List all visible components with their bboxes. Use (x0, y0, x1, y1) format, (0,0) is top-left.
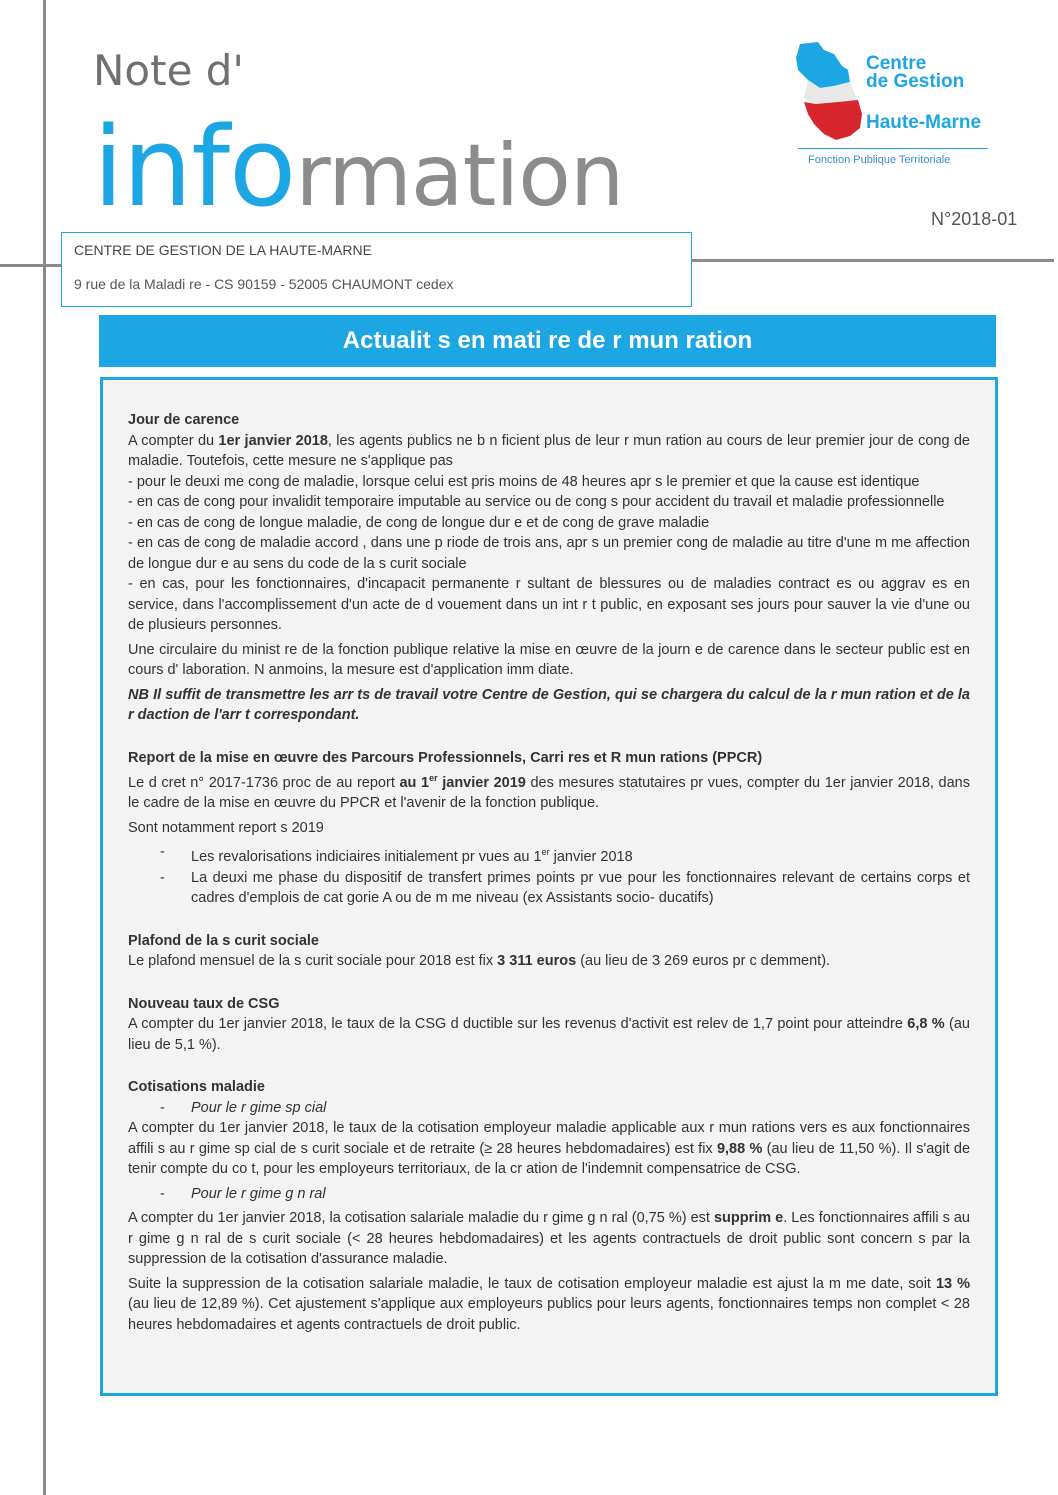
paragraph: Suite la suppression de la cotisation salariale maladie, le taux de cotisation employeur maladie est ajust la m me date, soit 13 % (au lieu de 12,89 %). Cet ajustement s'applique aux employeurs publics pour leurs agents, fonctionnaires temps non complet < 28 heures hebdomadaires et agents contractuels de droit public. (128, 1275, 970, 1333)
list-item: - La deuxi me phase du dispositif de transfert primes points pr vue pour les fonctionnaires relevant de certains corps et cadres d'emplois de cat gorie A ou de m me niveau (ex Assistants socio- ducatifs) (160, 869, 970, 907)
haute-marne-map-icon (790, 40, 870, 170)
title-information (93, 103, 624, 231)
note-number: N°2018-01 (931, 209, 1018, 229)
list-item: - pour le deuxi me cong de maladie, lorsque celui est pris moins de 48 heures apr s le premier et que la cause est identique (128, 473, 920, 490)
cdg-logo (790, 40, 990, 170)
paragraph: Le plafond mensuel de la s curit sociale pour 2018 est fix 3 311 euros (au lieu de 3 269 euros pr c demment). (128, 953, 831, 970)
sub-heading: - Pour le r gime sp cial (160, 1099, 327, 1116)
title-info-part: info (93, 103, 296, 231)
section-title-cotisations: Cotisations maladie (128, 1079, 265, 1096)
paragraph: Sont notamment report s 2019 (128, 819, 324, 836)
title-note: Note d' (93, 46, 244, 95)
address-box (61, 232, 692, 307)
paragraph: A compter du 1er janvier 2018, la cotisation salariale maladie du r gime g n ral (0,75 %) est supprim e. Les fonctionnaires affili s au r gime g n ral de s curit sociale (< 28 heures hebdomadaires) et les agents contractuels de droit public sont concern s par la suppression de la cotisation d'assurance maladie. (128, 1210, 970, 1268)
list-item: - en cas de cong pour invalidit temporaire imputable au service ou de cong s pour accident du travail et maladie professionnelle (128, 494, 945, 510)
org-address: 9 rue de la Maladi re - CS 90159 - 52005 CHAUMONT cedex (74, 276, 454, 292)
content-body (128, 410, 970, 1335)
map-blue-part (796, 42, 850, 88)
nb-note: NB Il suffit de transmettre les arr ts de travail votre Centre de Gestion, qui se chargera du calcul de la r mun ration et de la r daction de l'arr t correspondant. (128, 686, 970, 723)
list-item: - en cas de cong de longue maladie, de cong de longue dur e et de cong de grave maladie (128, 514, 710, 531)
logo-subtitle: Fonction Publique Territoriale (808, 154, 951, 166)
map-red-part (804, 100, 862, 140)
list-item: - en cas, pour les fonctionnaires, d'incapacit permanente r sultant de blessures ou de maladies contract es ou aggrav es en service, dans l'accomplissement d'un acte de d vouement dans un int r t public, en exposant ses jours pour sauver la vie d'une ou de plusieurs personnes. (128, 576, 970, 633)
logo-line3: Haute-Marne (866, 112, 982, 133)
section-title-ppcr: Report de la mise en œuvre des Parcours Professionnels, Carri res et R mun rations (PPCR) (128, 749, 763, 766)
paragraph: A compter du 1er janvier 2018, les agents publics ne b n ficient plus de leur r mun ration au cours de leur premier jour de cong de maladie. Toutefois, cette mesure ne s'applique pas (128, 432, 970, 469)
logo-line2: de Gestion (866, 71, 965, 92)
sub-heading: - Pour le r gime g n ral (160, 1185, 326, 1202)
org-name: CENTRE DE GESTION DE LA HAUTE-MARNE (74, 242, 372, 258)
section-title-carence: Jour de carence (128, 412, 240, 428)
section-banner: Actualit s en mati re de r mun ration (99, 315, 996, 367)
header-rule-right (692, 259, 1054, 262)
logo-line1: Centre (866, 53, 927, 74)
title-rmation-part: rmation (295, 126, 624, 226)
list-item: - en cas de cong de maladie accord , dans une p riode de trois ans, apr s un premier cong de maladie au titre d'une m me affection de longue dur e au sens du code de la s curit sociale (128, 535, 970, 572)
paragraph: A compter du 1er janvier 2018, le taux de la CSG d ductible sur les revenus d'activit est relev de 1,7 point pour atteindre 6,8 % (au lieu de 5,1 %). (128, 1016, 970, 1053)
section-title-plafond: Plafond de la s curit sociale (128, 932, 319, 949)
paragraph: Le d cret n° 2017-1736 proc de au report au 1er janvier 2019 des mesures statutaires pr vues, compter du 1er janvier 2018, dans le cadre de la mise en œuvre du PPCR et l'avenir de la fonction publique. (128, 773, 970, 812)
header-rule-left (0, 264, 62, 267)
content-box (100, 377, 998, 1396)
section-title-csg: Nouveau taux de CSG (128, 995, 280, 1012)
paragraph: A compter du 1er janvier 2018, le taux de la cotisation employeur maladie applicable aux r mun rations vers es aux fonctionnaires affili s au r gime sp cial de s curit sociale et de retraite (≥ 28 heures hebdomadaires) est fix 9,88 % (au lieu de 11,50 %). Il s'agit de tenir compte du co t, pour les employeurs territoriaux, de la cr ation de l'indemnit compensatrice de CSG. (128, 1120, 971, 1178)
list-item: - Les revalorisations indiciaires initialement pr vues au 1er janvier 2018 (160, 844, 633, 866)
paragraph: Une circulaire du minist re de la fonction publique relative la mise en œuvre de la journ e de carence dans le secteur public est en cours d' laboration. N anmoins, la mesure est d'application imm diate. (128, 641, 970, 678)
logo-divider (798, 148, 988, 149)
left-border-line (43, 0, 46, 1495)
